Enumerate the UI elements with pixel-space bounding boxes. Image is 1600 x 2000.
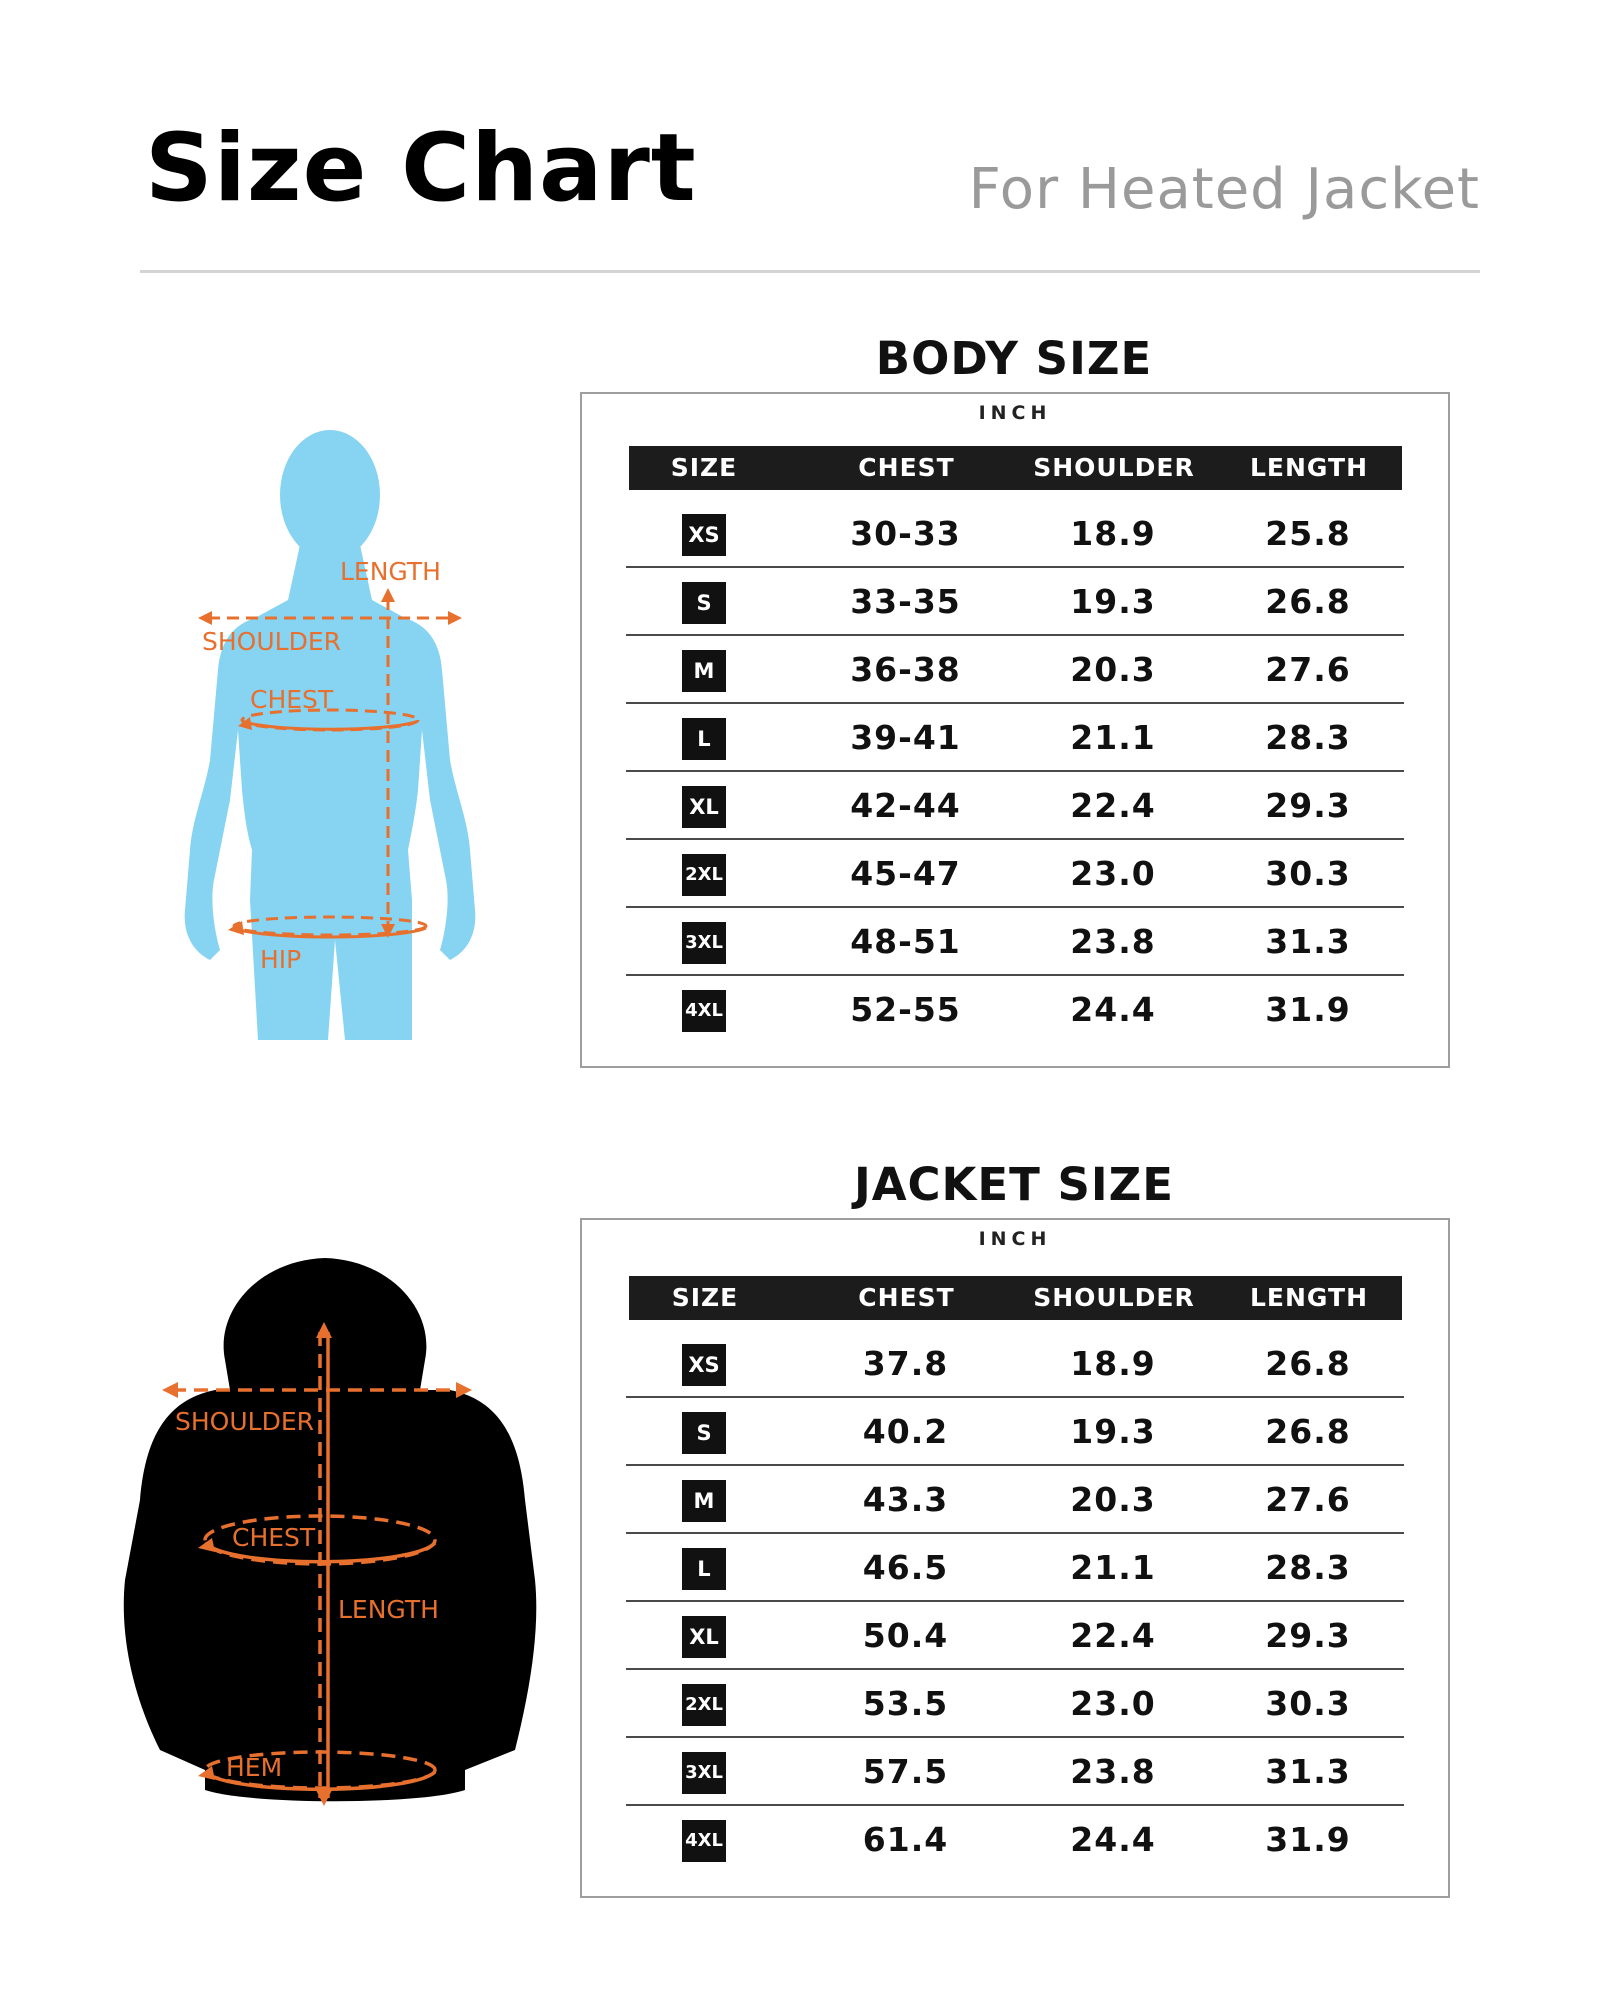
length-cell: 29.3 — [1265, 786, 1351, 825]
table-row — [626, 908, 1404, 976]
chest-cell: 61.4 — [862, 1820, 949, 1859]
size-badge: M — [682, 650, 726, 692]
column-header-chest: CHEST — [858, 1283, 955, 1312]
length-cell: 31.9 — [1265, 990, 1351, 1029]
shoulder-cell: 23.0 — [1070, 1684, 1156, 1723]
column-header-length: LENGTH — [1250, 453, 1368, 482]
shoulder-cell: 18.9 — [1070, 514, 1156, 553]
column-header-shoulder: SHOULDER — [1033, 1283, 1195, 1312]
length-cell: 26.8 — [1265, 1412, 1351, 1451]
table-row — [626, 500, 1404, 568]
shoulder-cell: 20.3 — [1070, 1480, 1156, 1519]
table-row — [626, 1806, 1404, 1874]
header-divider — [140, 270, 1480, 273]
body-size-unit: INCH — [978, 402, 1052, 424]
chest-cell: 53.5 — [862, 1684, 949, 1723]
table-row — [626, 1398, 1404, 1466]
jacket-size-header-row — [629, 1276, 1402, 1320]
length-cell: 31.3 — [1265, 1752, 1351, 1791]
column-header-shoulder: SHOULDER — [1033, 453, 1195, 482]
chest-cell: 45-47 — [850, 854, 961, 893]
shoulder-cell: 22.4 — [1070, 1616, 1156, 1655]
table-row — [626, 636, 1404, 704]
chest-cell: 43.3 — [862, 1480, 949, 1519]
table-row — [626, 840, 1404, 908]
shoulder-cell: 24.4 — [1070, 1820, 1156, 1859]
length-cell: 28.3 — [1265, 1548, 1351, 1587]
chest-cell: 39-41 — [850, 718, 961, 757]
jacket-measurement-figure — [120, 1250, 540, 1810]
column-header-length: LENGTH — [1250, 1283, 1368, 1312]
length-cell: 27.6 — [1265, 650, 1351, 689]
table-row — [626, 1670, 1404, 1738]
size-badge: S — [682, 582, 726, 624]
jacket-length-label: LENGTH — [338, 1595, 439, 1624]
chest-cell: 46.5 — [862, 1548, 949, 1587]
table-row — [626, 772, 1404, 840]
body-hip-label: HIP — [260, 945, 302, 974]
jacket-hem-label: HEM — [226, 1753, 283, 1782]
length-cell: 25.8 — [1265, 514, 1351, 553]
jacket-size-rows — [626, 1330, 1404, 1874]
body-chest-label: CHEST — [250, 685, 334, 714]
shoulder-cell: 21.1 — [1070, 718, 1156, 757]
length-cell: 27.6 — [1265, 1480, 1351, 1519]
table-row — [626, 1466, 1404, 1534]
chest-cell: 33-35 — [850, 582, 961, 621]
shoulder-cell: 22.4 — [1070, 786, 1156, 825]
size-badge: S — [682, 1412, 726, 1454]
chest-cell: 36-38 — [850, 650, 961, 689]
chest-cell: 48-51 — [850, 922, 961, 961]
column-header-size: SIZE — [670, 453, 738, 482]
body-silhouette-illustration — [150, 430, 520, 1050]
shoulder-cell: 23.0 — [1070, 854, 1156, 893]
jacket-size-panel — [580, 1158, 1450, 1898]
shoulder-cell: 23.8 — [1070, 1752, 1156, 1791]
body-shoulder-label: SHOULDER — [202, 627, 341, 656]
size-badge: 4XL — [682, 1820, 726, 1862]
shoulder-cell: 21.1 — [1070, 1548, 1156, 1587]
page-subtitle: For Heated Jacket — [968, 157, 1480, 222]
jacket-shoulder-label: SHOULDER — [175, 1407, 314, 1436]
length-cell: 26.8 — [1265, 1344, 1351, 1383]
page-title: Size Chart — [145, 114, 697, 223]
shoulder-cell: 18.9 — [1070, 1344, 1156, 1383]
size-badge: 2XL — [682, 1684, 726, 1726]
chest-cell: 52-55 — [850, 990, 961, 1029]
table-row — [626, 704, 1404, 772]
jacket-chest-label: CHEST — [232, 1523, 316, 1552]
length-cell: 31.3 — [1265, 922, 1351, 961]
chest-cell: 42-44 — [850, 786, 961, 825]
shoulder-cell: 20.3 — [1070, 650, 1156, 689]
length-cell: 29.3 — [1265, 1616, 1351, 1655]
shoulder-cell: 19.3 — [1070, 1412, 1156, 1451]
shoulder-cell: 23.8 — [1070, 922, 1156, 961]
size-badge: 2XL — [682, 854, 726, 896]
jacket-illustration — [120, 1250, 540, 1810]
chest-cell: 50.4 — [862, 1616, 949, 1655]
table-row — [626, 1330, 1404, 1398]
chest-cell: 40.2 — [862, 1412, 949, 1451]
column-header-size: SIZE — [671, 1283, 739, 1312]
table-row — [626, 1534, 1404, 1602]
size-badge: XL — [682, 1616, 726, 1658]
chest-cell: 30-33 — [850, 514, 961, 553]
length-cell: 26.8 — [1265, 582, 1351, 621]
size-badge: XS — [682, 514, 726, 556]
table-row — [626, 1738, 1404, 1806]
length-cell: 31.9 — [1265, 1820, 1351, 1859]
size-badge: 4XL — [682, 990, 726, 1032]
jacket-size-unit: INCH — [978, 1228, 1052, 1250]
body-size-rows — [626, 500, 1404, 1044]
table-row — [626, 568, 1404, 636]
length-cell: 30.3 — [1265, 1684, 1351, 1723]
body-measurement-figure — [150, 430, 520, 1050]
shoulder-cell: 19.3 — [1070, 582, 1156, 621]
body-size-panel — [580, 332, 1450, 1068]
table-row — [626, 976, 1404, 1044]
table-row — [626, 1602, 1404, 1670]
size-badge: XL — [682, 786, 726, 828]
length-cell: 30.3 — [1265, 854, 1351, 893]
size-badge: M — [682, 1480, 726, 1522]
chest-cell: 57.5 — [862, 1752, 949, 1791]
jacket-size-title: JACKET SIZE — [814, 1162, 1214, 1207]
size-badge: 3XL — [682, 1752, 726, 1794]
body-size-header-row — [629, 446, 1402, 490]
length-cell: 28.3 — [1265, 718, 1351, 757]
body-length-label: LENGTH — [340, 557, 441, 586]
column-header-chest: CHEST — [858, 453, 955, 482]
chest-cell: 37.8 — [862, 1344, 949, 1383]
size-badge: XS — [682, 1344, 726, 1386]
body-size-title: BODY SIZE — [814, 336, 1214, 381]
size-badge: L — [682, 718, 726, 760]
size-badge: L — [682, 1548, 726, 1590]
shoulder-cell: 24.4 — [1070, 990, 1156, 1029]
size-badge: 3XL — [682, 922, 726, 964]
